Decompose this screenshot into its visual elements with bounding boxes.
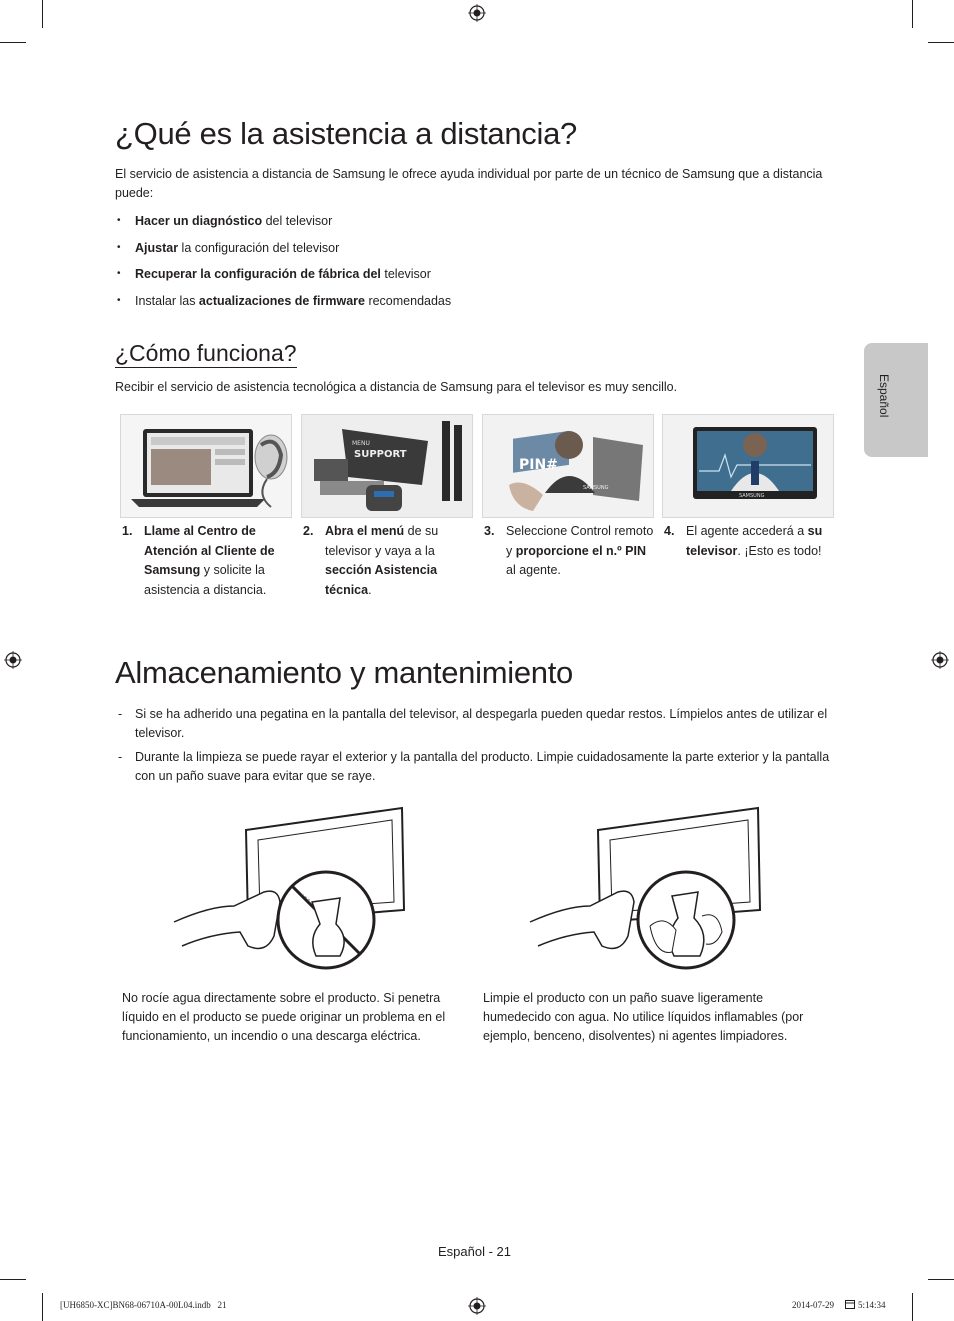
registration-mark-icon: [4, 651, 22, 669]
step-image-agent-tv: [662, 414, 834, 518]
list-item: • Hacer un diagnóstico del televisor: [115, 208, 835, 235]
list-item: - Si se ha adherido una pegatina en la pantalla del televisor, al despegarla pueden quedar restos. Límpielos antes de utilizar el televisor.: [115, 705, 835, 743]
crop-mark: [0, 1279, 26, 1280]
crop-mark: [928, 42, 954, 43]
step-4: 4. El agente accederá a su televisor. ¡Esto es todo!: [664, 524, 823, 558]
section-title-remote-support: ¿Qué es la asistencia a distancia?: [115, 116, 577, 151]
crop-mark: [0, 42, 26, 43]
remote-support-list: [115, 208, 835, 314]
brand-label: SAMSUNG: [583, 485, 609, 491]
print-time: 5:14:34: [858, 1300, 886, 1310]
pin-label: PIN#: [519, 457, 558, 473]
calendar-glyph-icon: [845, 1300, 855, 1309]
section-title-how-it-works: ¿Cómo funciona?: [115, 340, 297, 366]
crop-mark: [912, 0, 913, 28]
illustration-damp-cloth: [526, 806, 766, 972]
file-info: [UH6850-XC]BN68-06710A-00L04.indb 21: [60, 1300, 227, 1310]
list-item: • Recuperar la configuración de fábrica del televisor: [115, 261, 835, 288]
page-number: Español - 21: [438, 1244, 511, 1259]
step-1: 1. Llame al Centro de Atención al Cliente de Samsung y solicite la asistencia a distancia.: [122, 524, 275, 597]
how-it-works-intro: Recibir el servicio de asistencia tecnológica a distancia de Samsung para el televisor es muy sencillo.: [115, 380, 678, 394]
crop-mark: [42, 0, 43, 28]
caption-damp-cloth: Limpie el producto con un paño suave ligeramente humedecido con agua. No utilice líquidos inflamables (por ejemplo, benceno, disolventes) ni agentes limpiadores.: [483, 991, 804, 1043]
menu-label: MENU: [352, 440, 370, 447]
registration-mark-icon: [468, 1297, 486, 1315]
list-item: • Instalar las actualizaciones de firmware recomendadas: [115, 288, 835, 315]
print-date: 2014-07-29: [792, 1300, 834, 1310]
support-label: SUPPORT: [354, 449, 407, 460]
step-2: 2. Abra el menú de su televisor y vaya a la sección Asistencia técnica.: [303, 524, 439, 597]
crop-mark: [912, 1293, 913, 1321]
step-image-pin-agent: [482, 414, 654, 518]
maintenance-list: [115, 705, 835, 791]
section-title-storage-maintenance: Almacenamiento y mantenimiento: [115, 655, 573, 690]
step-image-tv-menu: [301, 414, 473, 518]
caption-no-spray: No rocíe agua directamente sobre el producto. Si penetra líquido en el producto se puede originar un problema en el funcionamiento, un incendio o una descarga eléctrica.: [122, 991, 446, 1043]
brand-label: SAMSUNG: [739, 493, 765, 499]
step-image-laptop-phone: [120, 414, 292, 518]
language-tab-label: Español: [877, 374, 891, 418]
step-3: 3. Seleccione Control remoto y proporcione el n.º PIN al agente.: [484, 524, 654, 577]
list-item: - Durante la limpieza se puede rayar el exterior y la pantalla del producto. Limpie cuidadosamente la parte exterior y la pantalla con un paño suave para evitar que se raye.: [115, 748, 835, 786]
illustration-no-spray: [170, 806, 410, 972]
crop-mark: [928, 1279, 954, 1280]
language-tab: [864, 343, 928, 457]
list-item: • Ajustar la configuración del televisor: [115, 235, 835, 262]
registration-mark-icon: [931, 651, 949, 669]
registration-mark-icon: [468, 4, 486, 22]
crop-mark: [42, 1293, 43, 1321]
remote-support-intro: El servicio de asistencia a distancia de Samsung le ofrece ayuda individual por parte de un técnico de Samsung que a distancia puede:: [115, 167, 823, 200]
